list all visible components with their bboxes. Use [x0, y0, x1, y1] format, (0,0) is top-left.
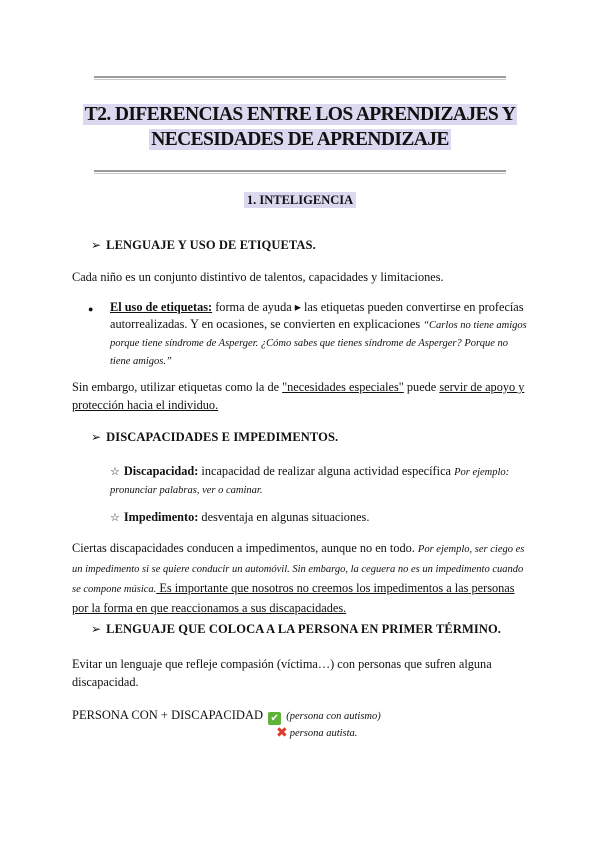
formula-text: PERSONA CON + DISCAPACIDAD	[72, 708, 264, 722]
page-title	[60, 102, 540, 152]
heading-lenguaje-etiquetas: ➢ LENGUAJE Y USO DE ETIQUETAS.	[91, 238, 316, 252]
arrow-right-icon: ➢	[91, 622, 102, 636]
paragraph-evitar: Evitar un lenguaje que refleje compasión (víctima…) con personas que sufren alguna discapacidad.	[72, 657, 492, 689]
arrow-right-icon: ➢	[91, 430, 102, 444]
definition-discapacidad: ☆ Discapacidad: incapacidad de realizar alguna actividad específica Por ejemplo: pronunciar palabras, ver o caminar.	[110, 464, 510, 496]
star-outline-icon: ☆	[110, 465, 120, 478]
top-divider	[94, 76, 506, 78]
wrong-example-line: ✖ persona autista.	[276, 725, 358, 741]
correct-example: (persona con autismo)	[286, 711, 381, 722]
paragraph-intro: Cada niño es un conjunto distintivo de talentos, capacidades y limitaciones.	[72, 270, 444, 284]
check-mark-icon: ✔	[268, 712, 281, 725]
title-line-1: T2. DIFERENCIAS ENTRE LOS APRENDIZAJES Y	[84, 104, 516, 125]
paragraph-conclusion: Sin embargo, utilizar etiquetas como la de "necesidades especiales" puede servir de apoyo y protección hacia el individuo.	[72, 380, 525, 412]
heading-persona-primero: ➢ LENGUAJE QUE COLOCA A LA PERSONA EN PRIMER TÉRMINO.	[91, 622, 502, 636]
title-line-2: NECESIDADES DE APRENDIZAJE	[151, 129, 449, 150]
definition-impedimento: ☆ Impedimento: desventaja en algunas situaciones.	[110, 510, 370, 524]
cross-mark-icon: ✖	[276, 725, 288, 741]
bullet-dot-icon: ●	[88, 304, 94, 314]
heading-discapacidades: ➢ DISCAPACIDADES E IMPEDIMENTOS.	[91, 430, 339, 444]
star-outline-icon: ☆	[110, 511, 120, 524]
paragraph-impedimentos: Ciertas discapacidades conducen a impedimentos, aunque no en todo. Por ejemplo, ser ciego es un impedimento si se quiere conducir un automóvil. Sin embargo, la ceguera no es un impedimento cuando se compone música. Es importante que nosotros no creemos los impedimentos a las personas por la forma en que reaccionamos a sus discapacidades.	[72, 541, 525, 615]
arrow-right-icon: ➢	[91, 238, 102, 252]
list-item-etiquetas: El uso de etiquetas: forma de ayuda ▸ las etiquetas pueden convertirse en profecías autorrealizadas. Y en ocasiones, se convierten en explicaciones “Carlos no tiene amigos porque tiene síndrome de Asperger. ¿Cómo sabes que tienes síndrome de Asperger? Porque no tiene amigos.”	[110, 300, 527, 367]
section-heading-inteligencia: 1. INTELIGENCIA	[0, 193, 600, 208]
bottom-divider	[94, 170, 506, 172]
